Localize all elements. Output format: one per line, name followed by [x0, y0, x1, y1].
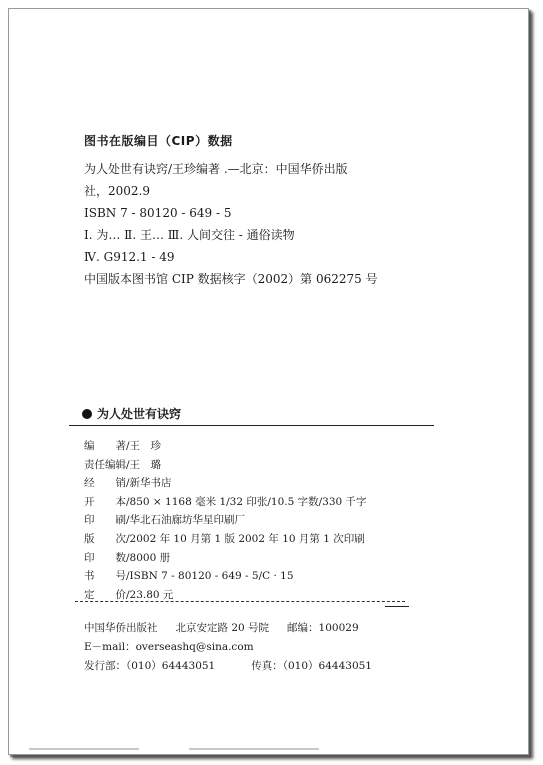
email: overseashq@sina.com — [135, 641, 254, 653]
meta-value: /王 珍 — [126, 440, 162, 452]
meta-value: /23.80 元 — [126, 588, 174, 601]
cip-record — [84, 158, 504, 290]
meta-divider-end — [385, 606, 409, 607]
sales-phone: （010）64443051 — [126, 660, 216, 672]
sales-label: 发行部： — [84, 660, 126, 672]
meta-value: /ISBN 7 - 80120 - 649 - 5/C · 15 — [126, 570, 294, 583]
book-metadata — [84, 437, 484, 604]
postcode-label: 邮编： — [287, 622, 319, 634]
cip-heading: 图书在版编目（CIP）数据 — [84, 134, 233, 148]
meta-row-printer — [84, 511, 484, 530]
meta-value: /新华书店 — [126, 477, 172, 490]
scan-artifact — [29, 748, 139, 750]
meta-label: 经 销 — [84, 477, 126, 490]
meta-row-author — [84, 437, 484, 456]
meta-label: 编 著 — [84, 440, 126, 452]
publisher-address: 北京安定路 20 号院 — [175, 622, 270, 634]
publisher-phone-row — [84, 657, 504, 676]
meta-label: 开 本 — [84, 495, 126, 508]
publisher-email-row — [84, 638, 504, 657]
cip-line-isbn: ISBN 7 - 80120 - 649 - 5 — [84, 206, 232, 220]
fax: （010）64443051 — [282, 660, 372, 672]
meta-value: /2002 年 10 月第 1 版 2002 年 10 月第 1 次印刷 — [126, 532, 365, 545]
fax-label: 传真： — [251, 660, 283, 672]
meta-label: 责任编辑 — [84, 458, 126, 471]
publisher-info — [84, 619, 504, 676]
meta-divider — [75, 601, 405, 602]
meta-value: /王 璐 — [126, 458, 162, 471]
meta-row-edition — [84, 530, 484, 549]
meta-row-format — [84, 493, 484, 512]
cip-line-subjects: Ⅰ. 为… Ⅱ. 王… Ⅲ. 人间交往 - 通俗读物 — [84, 228, 295, 242]
publisher-name: 中国华侨出版社 — [84, 622, 158, 634]
title-rule — [69, 425, 434, 426]
cip-line-classification: Ⅳ. G912.1 - 49 — [84, 250, 175, 264]
publisher-address-row — [84, 619, 504, 638]
email-label: E－mail： — [84, 641, 136, 653]
meta-row-editor — [84, 456, 484, 475]
book-title-text: 为人处世有诀窍 — [97, 407, 182, 421]
meta-value: /850 × 1168 毫米 1/32 印张/10.5 字数/330 千字 — [126, 495, 367, 508]
scan-artifact — [189, 748, 319, 750]
meta-row-distributor — [84, 474, 484, 493]
book-title — [82, 405, 181, 422]
meta-value: /8000 册 — [126, 551, 171, 564]
bullet-icon — [82, 409, 92, 419]
meta-label: 印 数 — [84, 551, 126, 564]
cip-line-title: 为人处世有诀窍/王珍编著 .—北京：中国华侨出版 — [84, 162, 348, 176]
meta-row-book-number — [84, 567, 484, 586]
copyright-page — [8, 8, 529, 755]
meta-label: 印 刷 — [84, 514, 126, 527]
meta-label: 版 次 — [84, 532, 126, 545]
postcode: 100029 — [318, 622, 359, 634]
meta-label: 定 价 — [84, 588, 126, 601]
meta-label: 书 号 — [84, 570, 126, 583]
meta-value: /华北石油廊坊华星印刷厂 — [126, 514, 246, 527]
cip-line-publisher-date: 社，2002.9 — [84, 184, 150, 198]
meta-row-print-run — [84, 549, 484, 568]
cip-line-approval-number: 中国版本图书馆 CIP 数据核字（2002）第 062275 号 — [84, 272, 378, 286]
